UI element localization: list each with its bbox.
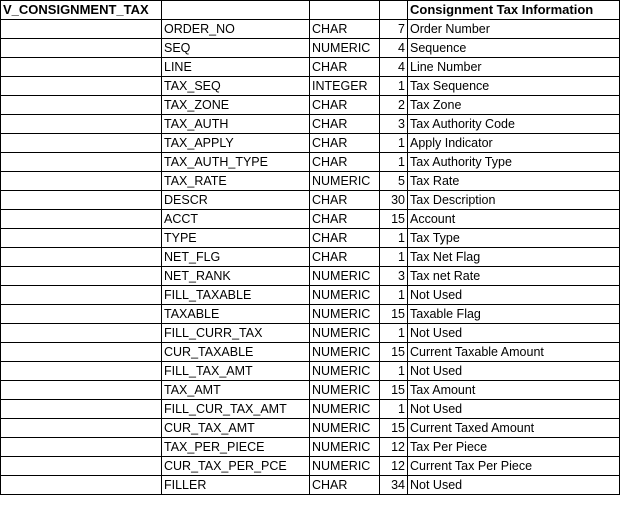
- length-cell[interactable]: 1: [380, 324, 408, 343]
- table-row: [1, 248, 620, 267]
- length-cell[interactable]: 5: [380, 172, 408, 191]
- table-row: [1, 191, 620, 210]
- length-cell[interactable]: 1: [380, 286, 408, 305]
- length-cell[interactable]: 1: [380, 400, 408, 419]
- table-row: [1, 58, 620, 77]
- table-row: [1, 400, 620, 419]
- data-type-cell[interactable]: CHAR: [310, 248, 380, 267]
- field-name-cell[interactable]: TAX_APPLY: [162, 134, 310, 153]
- description-cell[interactable]: Tax Amount: [408, 381, 620, 400]
- field-name-cell[interactable]: TAX_AMT: [162, 381, 310, 400]
- empty-cell[interactable]: [1, 229, 162, 248]
- field-name-cell[interactable]: SEQ: [162, 39, 310, 58]
- description-cell[interactable]: Not Used: [408, 362, 620, 381]
- table-row: [1, 476, 620, 495]
- empty-cell[interactable]: [1, 248, 162, 267]
- field-name-cell[interactable]: TAX_SEQ: [162, 77, 310, 96]
- table-row: [1, 286, 620, 305]
- length-cell[interactable]: 1: [380, 77, 408, 96]
- empty-cell[interactable]: [1, 20, 162, 39]
- description-cell[interactable]: Not Used: [408, 324, 620, 343]
- field-name-cell[interactable]: FILL_CUR_TAX_AMT: [162, 400, 310, 419]
- field-name-cell[interactable]: TAX_RATE: [162, 172, 310, 191]
- data-type-cell[interactable]: NUMERIC: [310, 362, 380, 381]
- table-row: [1, 134, 620, 153]
- empty-cell[interactable]: [310, 1, 380, 20]
- table-row: [1, 96, 620, 115]
- length-cell[interactable]: 3: [380, 267, 408, 286]
- length-cell[interactable]: 3: [380, 115, 408, 134]
- length-cell[interactable]: 1: [380, 229, 408, 248]
- length-cell[interactable]: 1: [380, 153, 408, 172]
- data-type-cell[interactable]: NUMERIC: [310, 39, 380, 58]
- empty-cell[interactable]: [162, 1, 310, 20]
- table-row: [1, 324, 620, 343]
- description-cell[interactable]: Tax Authority Type: [408, 153, 620, 172]
- empty-cell[interactable]: [1, 476, 162, 495]
- header-row: [1, 1, 620, 20]
- data-type-cell[interactable]: CHAR: [310, 191, 380, 210]
- field-name-cell[interactable]: ORDER_NO: [162, 20, 310, 39]
- field-name-cell[interactable]: FILLER: [162, 476, 310, 495]
- table-row: [1, 39, 620, 58]
- empty-cell[interactable]: [1, 153, 162, 172]
- description-cell[interactable]: Order Number: [408, 20, 620, 39]
- description-cell[interactable]: Tax Net Flag: [408, 248, 620, 267]
- data-type-cell[interactable]: NUMERIC: [310, 419, 380, 438]
- data-type-cell[interactable]: NUMERIC: [310, 438, 380, 457]
- length-cell[interactable]: 30: [380, 191, 408, 210]
- field-name-cell[interactable]: CUR_TAXABLE: [162, 343, 310, 362]
- length-cell[interactable]: 7: [380, 20, 408, 39]
- data-type-cell[interactable]: CHAR: [310, 153, 380, 172]
- data-type-cell[interactable]: CHAR: [310, 115, 380, 134]
- field-name-cell[interactable]: TAX_PER_PIECE: [162, 438, 310, 457]
- data-type-cell[interactable]: CHAR: [310, 210, 380, 229]
- table-row: [1, 210, 620, 229]
- table-row: [1, 362, 620, 381]
- empty-cell[interactable]: [1, 305, 162, 324]
- table-row: [1, 438, 620, 457]
- table-row: [1, 153, 620, 172]
- empty-cell[interactable]: [1, 39, 162, 58]
- description-cell[interactable]: Tax Zone: [408, 96, 620, 115]
- empty-cell[interactable]: [1, 191, 162, 210]
- data-type-cell[interactable]: CHAR: [310, 134, 380, 153]
- data-type-cell[interactable]: NUMERIC: [310, 457, 380, 476]
- empty-cell[interactable]: [1, 115, 162, 134]
- data-type-cell[interactable]: CHAR: [310, 20, 380, 39]
- empty-cell[interactable]: [1, 58, 162, 77]
- data-type-cell[interactable]: NUMERIC: [310, 172, 380, 191]
- description-cell[interactable]: Not Used: [408, 476, 620, 495]
- section-title-cell[interactable]: Consignment Tax Information: [408, 1, 620, 20]
- length-cell[interactable]: 4: [380, 39, 408, 58]
- description-cell[interactable]: Apply Indicator: [408, 134, 620, 153]
- length-cell[interactable]: 15: [380, 419, 408, 438]
- description-cell[interactable]: Tax Description: [408, 191, 620, 210]
- data-type-cell[interactable]: CHAR: [310, 229, 380, 248]
- data-type-cell[interactable]: NUMERIC: [310, 381, 380, 400]
- table-row: [1, 115, 620, 134]
- table-name-cell[interactable]: V_CONSIGNMENT_TAX: [1, 1, 162, 20]
- data-type-cell[interactable]: NUMERIC: [310, 286, 380, 305]
- field-name-cell[interactable]: TAXABLE: [162, 305, 310, 324]
- length-cell[interactable]: 12: [380, 457, 408, 476]
- empty-cell[interactable]: [1, 362, 162, 381]
- length-cell[interactable]: 15: [380, 305, 408, 324]
- empty-cell[interactable]: [1, 419, 162, 438]
- description-cell[interactable]: Tax net Rate: [408, 267, 620, 286]
- table-row: [1, 20, 620, 39]
- table-row: [1, 229, 620, 248]
- data-type-cell[interactable]: NUMERIC: [310, 267, 380, 286]
- empty-cell[interactable]: [1, 286, 162, 305]
- length-cell[interactable]: 2: [380, 96, 408, 115]
- field-name-cell[interactable]: TAX_ZONE: [162, 96, 310, 115]
- field-name-cell[interactable]: CUR_TAX_AMT: [162, 419, 310, 438]
- empty-cell[interactable]: [1, 172, 162, 191]
- length-cell[interactable]: 15: [380, 381, 408, 400]
- description-cell[interactable]: Sequence: [408, 39, 620, 58]
- data-type-cell[interactable]: CHAR: [310, 476, 380, 495]
- table-row: [1, 305, 620, 324]
- description-cell[interactable]: Current Taxable Amount: [408, 343, 620, 362]
- table-row: [1, 381, 620, 400]
- description-cell[interactable]: Not Used: [408, 400, 620, 419]
- empty-cell[interactable]: [1, 457, 162, 476]
- empty-cell[interactable]: [1, 210, 162, 229]
- field-name-cell[interactable]: CUR_TAX_PER_PCE: [162, 457, 310, 476]
- length-cell[interactable]: 1: [380, 134, 408, 153]
- description-cell[interactable]: Tax Type: [408, 229, 620, 248]
- length-cell[interactable]: 15: [380, 210, 408, 229]
- field-name-cell[interactable]: FILL_TAXABLE: [162, 286, 310, 305]
- description-cell[interactable]: Not Used: [408, 286, 620, 305]
- description-cell[interactable]: Tax Per Piece: [408, 438, 620, 457]
- empty-cell[interactable]: [1, 77, 162, 96]
- field-name-cell[interactable]: ACCT: [162, 210, 310, 229]
- table-row: [1, 77, 620, 96]
- data-type-cell[interactable]: NUMERIC: [310, 400, 380, 419]
- table-row: [1, 457, 620, 476]
- data-type-cell[interactable]: NUMERIC: [310, 343, 380, 362]
- field-name-cell[interactable]: NET_RANK: [162, 267, 310, 286]
- empty-cell[interactable]: [1, 134, 162, 153]
- field-name-cell[interactable]: FILL_CURR_TAX: [162, 324, 310, 343]
- data-type-cell[interactable]: CHAR: [310, 58, 380, 77]
- length-cell[interactable]: 34: [380, 476, 408, 495]
- description-cell[interactable]: Tax Rate: [408, 172, 620, 191]
- data-type-cell[interactable]: CHAR: [310, 96, 380, 115]
- data-type-cell[interactable]: NUMERIC: [310, 305, 380, 324]
- description-cell[interactable]: Line Number: [408, 58, 620, 77]
- empty-cell[interactable]: [1, 96, 162, 115]
- field-name-cell[interactable]: NET_FLG: [162, 248, 310, 267]
- data-type-cell[interactable]: INTEGER: [310, 77, 380, 96]
- length-cell[interactable]: 12: [380, 438, 408, 457]
- field-name-cell[interactable]: TAX_AUTH: [162, 115, 310, 134]
- empty-cell[interactable]: [1, 400, 162, 419]
- length-cell[interactable]: 15: [380, 343, 408, 362]
- length-cell[interactable]: 4: [380, 58, 408, 77]
- empty-cell[interactable]: [1, 324, 162, 343]
- table-row: [1, 419, 620, 438]
- length-cell[interactable]: 1: [380, 362, 408, 381]
- empty-cell[interactable]: [380, 1, 408, 20]
- description-cell[interactable]: Tax Authority Code: [408, 115, 620, 134]
- field-name-cell[interactable]: TYPE: [162, 229, 310, 248]
- description-cell[interactable]: Current Tax Per Piece: [408, 457, 620, 476]
- field-name-cell[interactable]: FILL_TAX_AMT: [162, 362, 310, 381]
- empty-cell[interactable]: [1, 381, 162, 400]
- description-cell[interactable]: Tax Sequence: [408, 77, 620, 96]
- field-name-cell[interactable]: TAX_AUTH_TYPE: [162, 153, 310, 172]
- empty-cell[interactable]: [1, 267, 162, 286]
- table-row: [1, 172, 620, 191]
- empty-cell[interactable]: [1, 343, 162, 362]
- table-body: [1, 1, 620, 495]
- empty-cell[interactable]: [1, 438, 162, 457]
- table-row: [1, 267, 620, 286]
- description-cell[interactable]: Current Taxed Amount: [408, 419, 620, 438]
- field-name-cell[interactable]: DESCR: [162, 191, 310, 210]
- description-cell[interactable]: Taxable Flag: [408, 305, 620, 324]
- description-cell[interactable]: Account: [408, 210, 620, 229]
- length-cell[interactable]: 1: [380, 248, 408, 267]
- table-row: [1, 343, 620, 362]
- data-type-cell[interactable]: NUMERIC: [310, 324, 380, 343]
- field-name-cell[interactable]: LINE: [162, 58, 310, 77]
